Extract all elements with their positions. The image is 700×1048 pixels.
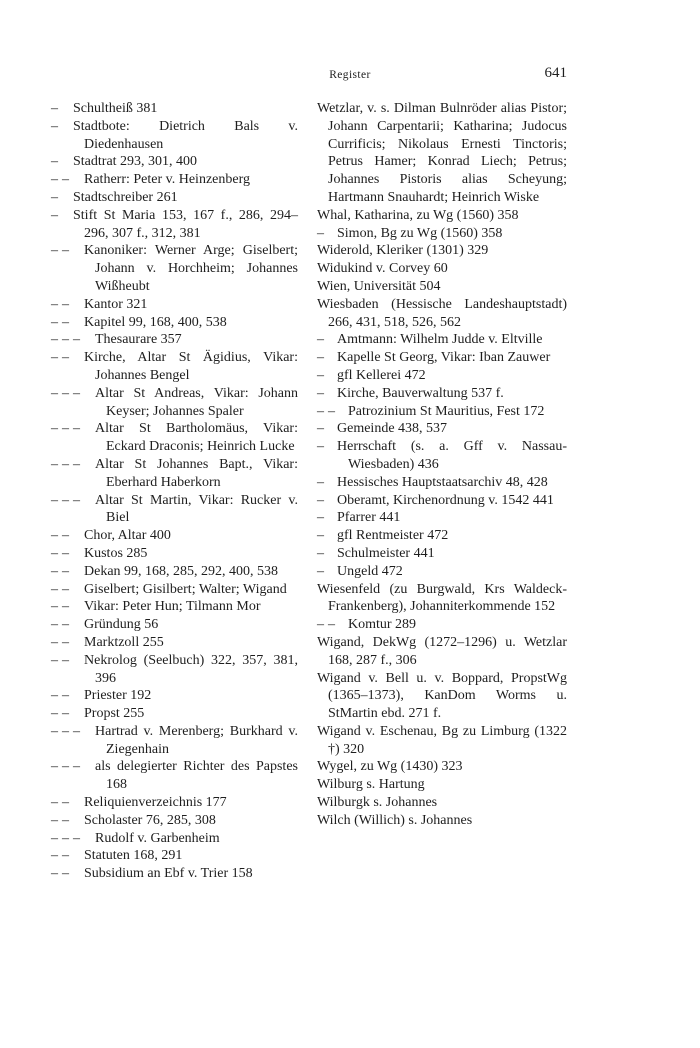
index-entry (51, 705, 298, 723)
level-dash: – (62, 866, 69, 882)
entry-text: als delegierter Richter des Papstes 168 (95, 759, 298, 793)
index-entry (317, 634, 567, 670)
index-entry (317, 331, 567, 349)
index-entry (317, 812, 567, 830)
entry-text: Kanoniker: Werner Arge; Giselbert; Johann v. Horchheim; Johannes Wißheubt (84, 243, 298, 294)
entry-text: Wiesenfeld (zu Burgwald, Krs Waldeck-Frankenberg), Johanniterkommende 152 (317, 581, 567, 615)
entry-text: Giselbert; Gisilbert; Walter; Wigand (84, 581, 287, 597)
entry-text: Patrozinium St Mauritius, Fest 172 (348, 403, 545, 419)
running-header-title: Register (329, 69, 371, 81)
entry-text: gfl Kellerei 472 (337, 367, 426, 383)
page-number: 641 (544, 65, 567, 81)
entry-text: Whal, Katharina, zu Wg (1560) 358 (317, 207, 519, 223)
index-entry (317, 545, 567, 563)
level-dash: – (51, 154, 58, 170)
entry-text: Kustos 285 (84, 545, 148, 561)
level-dash: – (62, 314, 69, 330)
entry-text: Marktzoll 255 (84, 634, 164, 650)
level-dash: – (51, 296, 58, 312)
entry-text: Reliquienverzeichnis 177 (84, 795, 227, 811)
index-entry (51, 118, 298, 154)
entry-text: Schulmeister 441 (337, 545, 435, 561)
index-entry (51, 634, 298, 652)
index-entry (317, 527, 567, 545)
index-entry (51, 652, 298, 688)
level-dash: – (317, 617, 324, 633)
index-entry (51, 492, 298, 528)
entry-text: Vikar: Peter Hun; Tilmann Mor (84, 599, 261, 615)
level-dash: – (73, 332, 80, 348)
level-dash: – (73, 385, 80, 401)
level-dash: – (51, 456, 58, 472)
index-entry (51, 314, 298, 332)
level-dash: – (62, 706, 69, 722)
entry-text: Schultheiß 381 (73, 101, 158, 116)
index-column-left (51, 100, 298, 883)
index-entry (317, 225, 567, 243)
level-dash: – (51, 545, 58, 561)
level-dash: – (73, 421, 80, 437)
level-dash: – (62, 795, 69, 811)
index-entry (317, 385, 567, 403)
level-dash: – (62, 243, 69, 259)
index-entry (51, 100, 298, 118)
index-entry (51, 812, 298, 830)
index-entry (317, 278, 567, 296)
index-entry (51, 242, 298, 295)
index-entry (317, 581, 567, 617)
entry-text: Chor, Altar 400 (84, 528, 171, 544)
level-dash: – (73, 759, 80, 775)
entry-text: Widukind v. Corvey 60 (317, 261, 448, 277)
entry-text: Wigand v. Eschenau, Bg zu Limburg (1322 †) 320 (317, 723, 567, 757)
level-dash: – (328, 617, 335, 633)
entry-text: Nekrolog (Seelbuch) 322, 357, 381, 396 (84, 652, 298, 686)
index-entry (51, 207, 298, 243)
level-dash: – (62, 812, 69, 828)
level-dash: – (317, 367, 324, 383)
entry-text: Altar St Bartholomäus, Vikar: Eckard Draconis; Heinrich Lucke (95, 421, 298, 455)
level-dash: – (62, 723, 69, 739)
entry-text: Altar St Andreas, Vikar: Johann Keyser; Johannes Spaler (95, 385, 298, 419)
entry-text: Wygel, zu Wg (1430) 323 (317, 759, 463, 775)
level-dash: – (62, 385, 69, 401)
index-entry (317, 758, 567, 776)
entry-text: Amtmann: Wilhelm Judde v. Eltville (337, 332, 543, 348)
index-entry (317, 616, 567, 634)
level-dash: – (51, 759, 58, 775)
entry-text: Kirche, Altar St Ägidius, Vikar: Johannes Bengel (84, 350, 298, 383)
level-dash: – (317, 225, 324, 241)
index-entry (51, 758, 298, 794)
level-dash: – (51, 332, 58, 348)
entry-text: Altar St Martin, Vikar: Rucker v. Biel (95, 492, 298, 526)
level-dash: – (73, 492, 80, 508)
entry-text: Wetzlar, v. s. Dilman Bulnröder alias Pistor; Johann Carpentarii; Katharina; Judocus Currificis; Nikolaus Ernesti Tinctoris; Petrus Hamer; Konrad Liech; Petrus; Johannes Pistoris alias Scheyung; Hartmann Snauhardt; Heinrich Wiske (317, 101, 567, 205)
level-dash: – (51, 118, 58, 134)
level-dash: – (51, 652, 58, 668)
entry-text: Kapitel 99, 168, 400, 538 (84, 314, 227, 330)
entry-text: Dekan 99, 168, 285, 292, 400, 538 (84, 563, 279, 579)
level-dash: – (62, 759, 69, 775)
index-entry (317, 776, 567, 794)
entry-text: Herrschaft (s. a. Gff v. Nassau-Wiesbaden) 436 (337, 439, 567, 472)
level-dash: – (51, 350, 58, 366)
level-dash: – (51, 314, 58, 330)
level-dash: – (51, 723, 58, 739)
entry-text: Kapelle St Georg, Vikar: Iban Zauwer (337, 350, 551, 366)
level-dash: – (328, 403, 335, 419)
index-entry (51, 189, 298, 207)
index-entry (317, 349, 567, 367)
index-entry (51, 865, 298, 883)
level-dash: – (317, 403, 324, 419)
level-dash: – (62, 456, 69, 472)
entry-text: Rudolf v. Garbenheim (95, 830, 220, 846)
level-dash: – (51, 189, 58, 205)
level-dash: – (51, 795, 58, 811)
level-dash: – (317, 350, 324, 366)
entry-text: Ratherr: Peter v. Heinzenberg (84, 172, 250, 188)
index-entry (51, 687, 298, 705)
index-entry (51, 794, 298, 812)
level-dash: – (51, 848, 58, 864)
level-dash: – (51, 581, 58, 597)
level-dash: – (62, 563, 69, 579)
entry-text: Wilburg s. Hartung (317, 777, 425, 793)
index-entry (51, 456, 298, 492)
index-entry (317, 260, 567, 278)
index-entry (51, 420, 298, 456)
entry-text: Widerold, Kleriker (1301) 329 (317, 243, 489, 259)
level-dash: – (62, 848, 69, 864)
level-dash: – (317, 528, 324, 544)
index-entry (317, 242, 567, 260)
entry-text: Wien, Universität 504 (317, 278, 441, 294)
index-entry (51, 616, 298, 634)
entry-text: Stadtrat 293, 301, 400 (73, 154, 198, 170)
level-dash: – (51, 706, 58, 722)
index-entry (317, 492, 567, 510)
entry-text: Stift St Maria 153, 167 f., 286, 294–296, 307 f., 312, 381 (73, 207, 298, 241)
index-entry (317, 403, 567, 421)
level-dash: – (62, 528, 69, 544)
level-dash: – (51, 688, 58, 704)
entry-text: Stadtbote: Dietrich Bals v. Diedenhausen (73, 118, 298, 152)
index-entry (51, 545, 298, 563)
level-dash: – (317, 474, 324, 490)
index-entry (317, 474, 567, 492)
entry-text: Wilburgk s. Johannes (317, 795, 438, 811)
index-entry (51, 723, 298, 759)
index-entry (51, 527, 298, 545)
level-dash: – (51, 866, 58, 882)
entry-text: Ungeld 472 (337, 563, 403, 579)
entry-text: Thesaurare 357 (95, 332, 182, 348)
entry-text: gfl Rentmeister 472 (337, 528, 449, 544)
entry-text: Statuten 168, 291 (84, 848, 183, 864)
level-dash: – (317, 510, 324, 526)
entry-text: Gemeinde 438, 537 (337, 421, 448, 437)
entry-text: Stadtschreiber 261 (73, 189, 178, 205)
index-entry (317, 438, 567, 474)
level-dash: – (51, 207, 58, 223)
entry-text: Gründung 56 (84, 617, 159, 633)
index-entry (51, 598, 298, 616)
level-dash: – (62, 492, 69, 508)
entry-text: Oberamt, Kirchenordnung v. 1542 441 (337, 492, 554, 508)
level-dash: – (62, 545, 69, 561)
index-entry (317, 723, 567, 759)
level-dash: – (62, 350, 69, 366)
index-entry (317, 296, 567, 332)
entry-text: Komtur 289 (348, 617, 417, 633)
entry-text: Wigand, DekWg (1272–1296) u. Wetzlar 168, 287 f., 306 (317, 634, 567, 668)
level-dash: – (317, 421, 324, 437)
level-dash: – (62, 296, 69, 312)
level-dash: – (317, 563, 324, 579)
level-dash: – (62, 581, 69, 597)
level-dash: – (51, 492, 58, 508)
index-entry (317, 563, 567, 581)
entry-text: Wilch (Willich) s. Johannes (317, 812, 473, 828)
index-entry (317, 420, 567, 438)
entry-text: Hessisches Hauptstaatsarchiv 48, 428 (337, 474, 548, 490)
index-entry (51, 847, 298, 865)
entry-text: Propst 255 (84, 706, 145, 722)
level-dash: – (51, 617, 58, 633)
level-dash: – (51, 172, 58, 188)
entry-text: Pfarrer 441 (337, 510, 401, 526)
entry-text: Wiesbaden (Hessische Landeshauptstadt) 266, 431, 518, 526, 562 (317, 296, 567, 330)
index-entry (317, 670, 567, 723)
index-entry (317, 100, 567, 207)
level-dash: – (51, 421, 58, 437)
index-entry (317, 509, 567, 527)
index-entry (51, 331, 298, 349)
level-dash: – (317, 492, 324, 508)
index-entry (317, 794, 567, 812)
level-dash: – (51, 599, 58, 615)
level-dash: – (317, 385, 324, 401)
index-entry (51, 296, 298, 314)
entry-text: Kantor 321 (84, 296, 148, 312)
entry-text: Kirche, Bauverwaltung 537 f. (337, 385, 504, 401)
level-dash: – (51, 101, 58, 116)
level-dash: – (62, 652, 69, 668)
level-dash: – (62, 172, 69, 188)
entry-text: Subsidium an Ebf v. Trier 158 (84, 866, 253, 882)
level-dash: – (73, 830, 80, 846)
level-dash: – (62, 688, 69, 704)
index-entry (51, 349, 298, 385)
entry-text: Simon, Bg zu Wg (1560) 358 (337, 225, 503, 241)
level-dash: – (62, 332, 69, 348)
level-dash: – (73, 723, 80, 739)
entry-text: Altar St Johannes Bapt., Vikar: Eberhard Haberkorn (95, 456, 298, 490)
level-dash: – (51, 563, 58, 579)
level-dash: – (317, 545, 324, 561)
entry-text: Scholaster 76, 285, 308 (84, 812, 216, 828)
level-dash: – (51, 812, 58, 828)
index-entry (51, 171, 298, 189)
level-dash: – (51, 634, 58, 650)
index-entry (317, 367, 567, 385)
index-entry (51, 153, 298, 171)
index-entry (317, 207, 567, 225)
entry-text: Hartrad v. Merenberg; Burkhard v. Ziegenhain (95, 723, 298, 757)
level-dash: – (51, 830, 58, 846)
index-column-right (317, 100, 567, 830)
level-dash: – (62, 421, 69, 437)
level-dash: – (62, 830, 69, 846)
index-entry (51, 385, 298, 421)
entry-text: Priester 192 (84, 688, 152, 704)
level-dash: – (317, 332, 324, 348)
index-entry (51, 581, 298, 599)
level-dash: – (62, 599, 69, 615)
index-entry (51, 563, 298, 581)
entry-text: Wigand v. Bell u. v. Boppard, PropstWg (1365–1373), KanDom Worms u. StMartin ebd. 271 f. (317, 670, 567, 722)
level-dash: – (62, 617, 69, 633)
level-dash: – (62, 634, 69, 650)
index-entry (51, 830, 298, 848)
level-dash: – (73, 456, 80, 472)
level-dash: – (51, 385, 58, 401)
level-dash: – (317, 439, 324, 455)
level-dash: – (51, 243, 58, 259)
level-dash: – (51, 528, 58, 544)
